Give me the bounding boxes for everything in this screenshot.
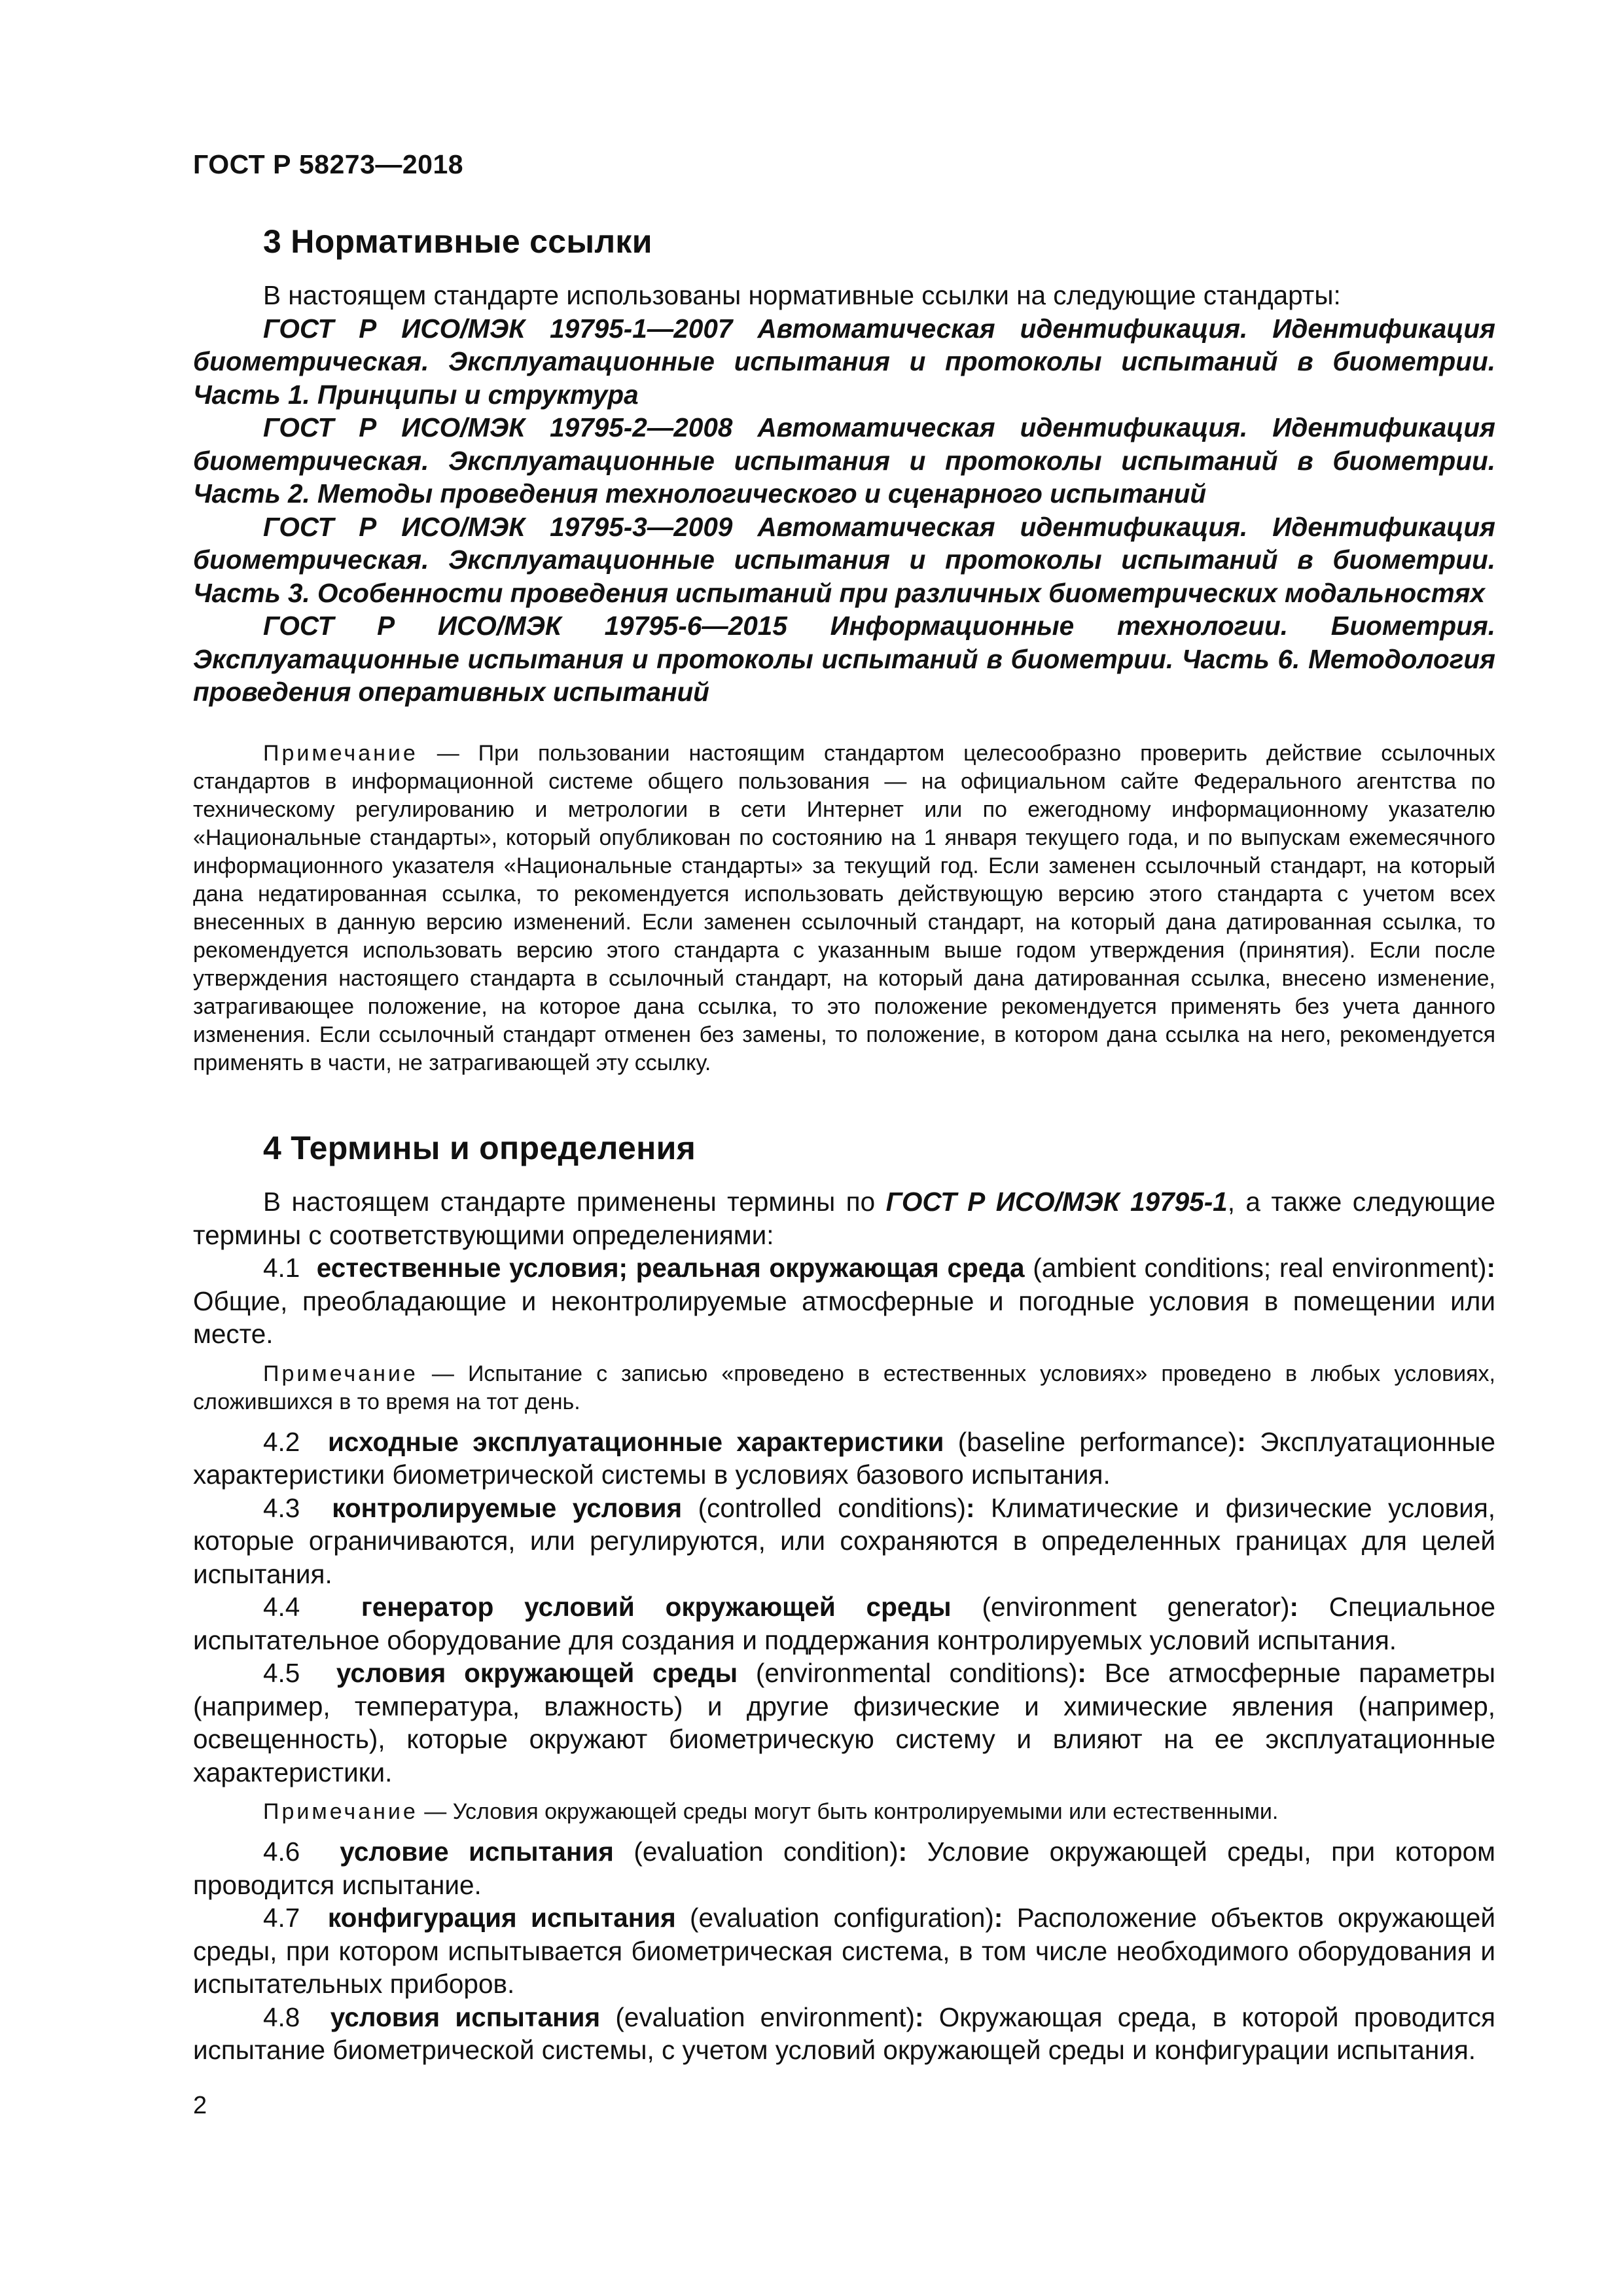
document-header: ГОСТ Р 58273—2018 <box>193 149 464 179</box>
section-3-note <box>193 740 1495 1077</box>
term-name: условия окружающей среды <box>336 1658 738 1688</box>
term-english: (evaluation environment) <box>615 2001 916 2032</box>
term-entry: 4.2 исходные эксплуатационные характеристики (baseline performance): Эксплуатационные характеристики биометрической системы в условиях базового испытания. <box>193 1426 1495 1490</box>
note-paragraph <box>193 1360 1495 1416</box>
term-english: (evaluation configuration) <box>690 1903 994 1933</box>
normative-reference: ГОСТ Р ИСО/МЭК 19795-1—2007 Автоматическая идентификация. Идентификация биометрическая. Эксплуатационные испытания и протоколы испытаний в биометрии. Часть 1. Принципы и структура <box>193 313 1495 410</box>
section-3-intro: В настоящем стандарте использованы нормативные ссылки на следующие стандарты: <box>263 280 1341 310</box>
term-entry: 4.5 условия окружающей среды (environmental conditions): Все атмосферные параметры (например, температура, влажность) и другие физические и химические явления (например, освещенность), которые окружают биометрическую систему и влияют на ее эксплуатационные характеристики. <box>193 1658 1495 1787</box>
term-definition: Общие, преобладающие и неконтролируемые атмосферные и погодные условия в помещении или месте. <box>193 1285 1495 1349</box>
note-label: Примечание <box>263 1361 418 1386</box>
term-english: (environmental conditions) <box>755 1658 1078 1688</box>
normative-reference: ГОСТ Р ИСО/МЭК 19795-2—2008 Автоматическая идентификация. Идентификация биометрическая. Эксплуатационные испытания и протоколы испытаний в биометрии. Часть 2. Методы проведения технологического и сценарного испытаний <box>193 412 1495 509</box>
term-entry: 4.8 условия испытания (evaluation environment): Окружающая среда, в которой проводится испытание биометрической системы, с учетом условий окружающей среды и конфигурации испытания. <box>193 2001 1495 2065</box>
term-definition: Специальное испытательное оборудование для создания и поддержания контролируемых условий испытания. <box>193 1592 1495 1655</box>
term-entry: 4.6 условие испытания (evaluation condition): Условие окружающей среды, при котором проводится испытание. <box>193 1837 1495 1900</box>
note-paragraph <box>193 740 1495 1077</box>
section-3 <box>193 223 1495 709</box>
term-name: исходные эксплуатационные характеристики <box>328 1426 944 1457</box>
term-entry: 4.3 контролируемые условия (controlled conditions): Климатические и физические условия, которые ограничиваются, или регулируются, или сохраняются в определенных границах для целей испытания. <box>193 1492 1495 1589</box>
term-entry: 4.1 естественные условия; реальная окружающая среда (ambient conditions; real environment): Общие, преобладающие и неконтролируемые атмосферные и погодные условия в помещении или месте. <box>193 1253 1495 1349</box>
term-name: контролируемые условия <box>332 1492 683 1523</box>
page-number: 2 <box>193 2092 207 2119</box>
term-definition: Окружающая среда, в которой проводится испытание биометрической системы, с учетом условий окружающей среды и конфигурации испытания. <box>193 2001 1495 2065</box>
term-name: условие испытания <box>340 1837 614 1867</box>
term-english: (ambient conditions; real environment) <box>1033 1253 1487 1283</box>
section-4-title: 4 Термины и определения <box>263 1130 696 1166</box>
note-text: — Условия окружающей среды могут быть контролируемыми или естественными. <box>424 1799 1279 1824</box>
note-paragraph <box>193 1798 1495 1826</box>
term-name: условия испытания <box>330 2001 601 2032</box>
term-definition: Расположение объектов окружающей среды, при котором испытывается биометрическая система, в том числе необходимого оборудования и испытательных приборов. <box>193 1903 1495 1999</box>
term-entry: 4.4 генератор условий окружающей среды (environment generator): Специальное испытательное оборудование для создания и поддержания контролируемых условий испытания. <box>193 1592 1495 1655</box>
term-entry: 4.7 конфигурация испытания (evaluation configuration): Расположение объектов окружающей среды, при котором испытывается биометрическая система, в том числе необходимого оборудования и испытательных приборов. <box>193 1903 1495 1999</box>
term-definition: Климатические и физические условия, которые ограничиваются, или регулируются, или сохраняются в определенных границах для целей испытания. <box>193 1492 1495 1589</box>
term-name: естественные условия; реальная окружающая среда <box>316 1253 1025 1283</box>
term-english: (baseline performance) <box>957 1426 1238 1457</box>
note-text: — При пользовании настоящим стандартом целесообразно проверить действие ссылочных стандартов в информационной системе общего пользования — на официальном сайте Федерального агентства по техническому регулированию и метрологии в сети Интернет или по ежегодному информационному указателю «Национальные стандарты», который опубликован по состоянию на 1 января текущего года, и по выпускам ежемесячного информационного указателя «Национальные стандарты» за текущий год. Если заменен ссылочный стандарт, на который дана недатированная ссылка, то рекомендуется использовать действующую версию этого стандарта с учетом всех внесенных в данную версию изменений. Если заменен ссылочный стандарт, на который дана датированная ссылка, то рекомендуется использовать версию этого стандарта с указанным выше годом утверждения (принятия). Если после утверждения настоящего стандарта в ссылочный стандарт, на который дана датированная ссылка, внесено изменение, затрагивающее положение, на которое дана ссылка, то это положение рекомендуется применять без учета данного изменения. Если ссылочный стандарт отменен без замены, то положение, в котором дана ссылка на него, рекомендуется применять в части, не затрагивающей эту ссылку. <box>193 741 1495 1075</box>
term-definition: Эксплуатационные характеристики биометрической системы в условиях базового испытания. <box>193 1426 1495 1490</box>
normative-reference: ГОСТ Р ИСО/МЭК 19795-3—2009 Автоматическая идентификация. Идентификация биометрическая. Эксплуатационные испытания и протоколы испытаний в биометрии. Часть 3. Особенности проведения испытаний при различных биометрических модальностях <box>193 511 1495 608</box>
section-4 <box>193 1129 1495 2067</box>
intro-reference: ГОСТ Р ИСО/МЭК 19795-1 <box>885 1187 1228 1217</box>
section-3-title: 3 Нормативные ссылки <box>263 223 652 260</box>
term-name: конфигурация испытания <box>327 1903 676 1933</box>
term-definition: Условие окружающей среды, при котором проводится испытание. <box>193 1837 1495 1900</box>
term-name: генератор условий окружающей среды <box>361 1592 952 1622</box>
normative-reference: ГОСТ Р ИСО/МЭК 19795-6—2015 Информационные технологии. Биометрия. Эксплуатационные испытания и протоколы испытаний в биометрии. Часть 6. Методология проведения оперативных испытаний <box>193 611 1495 707</box>
term-english: (evaluation condition) <box>633 1837 899 1867</box>
term-definition: Все атмосферные параметры (например, температура, влажность) и другие физические и химические явления (например, освещенность), которые окружают биометрическую систему и влияют на ее эксплуатационные характеристики. <box>193 1658 1495 1787</box>
note-label: Примечание <box>263 1799 418 1824</box>
section-4-intro: В настоящем стандарте применены термины по ГОСТ Р ИСО/МЭК 19795-1, а также следующие термины с соответствующими определениями: <box>193 1187 1496 1250</box>
note-label: Примечание <box>263 741 418 766</box>
note-text: — Испытание с записью «проведено в естественных условиях» проведено в любых условиях, сложившихся в то время на тот день. <box>193 1361 1496 1414</box>
term-english: (environment generator) <box>982 1592 1290 1622</box>
term-english: (controlled conditions) <box>698 1492 967 1523</box>
